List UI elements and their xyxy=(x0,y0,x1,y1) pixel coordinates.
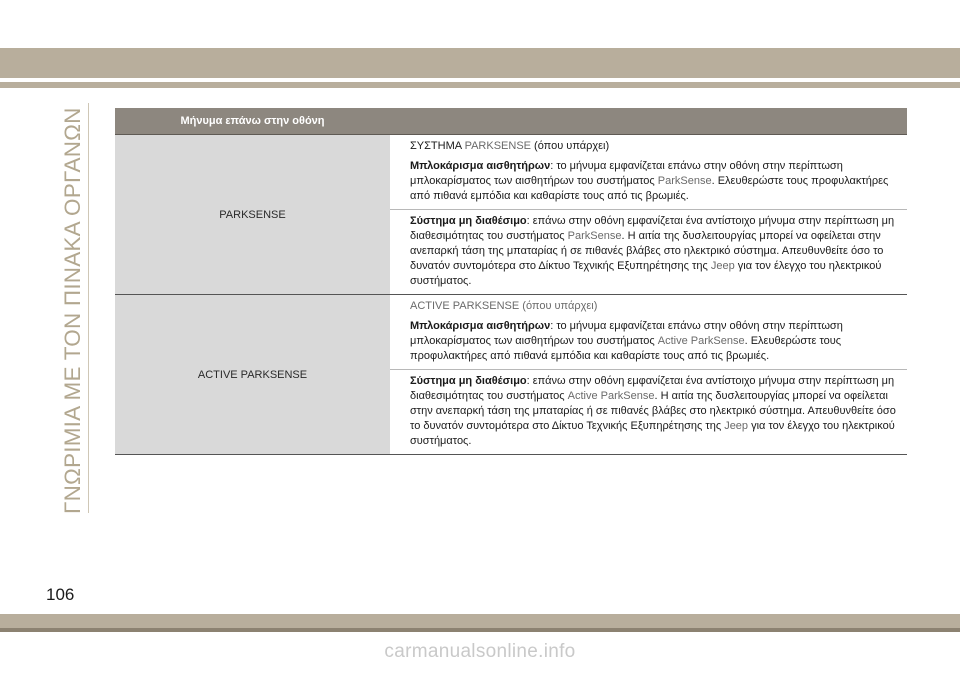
system-title xyxy=(410,299,899,314)
brand-name: ParkSense xyxy=(657,175,712,187)
page-number: 106 xyxy=(46,585,75,604)
group-label: ACTIVE PARKSENSE xyxy=(115,295,390,454)
message-paragraph xyxy=(410,159,899,204)
message-text: . Ελευθερώστε τους προφυλακτήρες από πιθανά εμπόδια και καθαρίστε τους από τις βρωμιές. xyxy=(410,175,889,202)
brand-name: ParkSense xyxy=(567,230,622,242)
brand-name: Jeep xyxy=(724,420,749,432)
message-text: . Ελευθερώστε τους προφυλακτήρες από πιθανά εμπόδια και καθαρίστε τους από τις βρωμιές. xyxy=(410,335,842,362)
system-name: PARKSENSE xyxy=(464,140,531,152)
table-header-empty xyxy=(390,108,907,134)
message-paragraph xyxy=(410,319,899,364)
group-cells xyxy=(390,295,907,454)
table-header-label: Μήνυμα επάνω στην οθόνη xyxy=(180,115,325,127)
table-cell xyxy=(390,209,907,294)
system-title xyxy=(410,139,899,154)
message-lead: Σύστημα μη διαθέσιμο xyxy=(410,375,527,387)
message-text: . Η αιτία της δυσλειτουργίας μπορεί να οφείλεται στην ανεπαρκή τάση της μπαταρίας ή σε πιθανές βλάβες στο ηλεκτρικό σύστημα. Απευθυνθείτε όσο το δυνατόν συντομότερα στο Δίκτυο Τεχνικής Εξυπηρέτησης της xyxy=(410,230,884,272)
system-suffix: (όπου υπάρχει) xyxy=(531,140,610,152)
system-prefix: ΣΥΣΤΗΜΑ xyxy=(410,140,465,152)
message-paragraph xyxy=(410,214,899,289)
table-group-active-parksense xyxy=(115,295,907,455)
message-lead: Μπλοκάρισμα αισθητήρων xyxy=(410,160,551,172)
top-decorative-band xyxy=(0,48,960,78)
site-watermark: carmanualsonline.info xyxy=(384,641,576,662)
group-cells xyxy=(390,135,907,294)
message-text: : επάνω στην οθόνη εμφανίζεται ένα αντίστοιχο μήνυμα στην περίπτωση μη διαθεσιμότητας του συστήματος xyxy=(410,215,895,242)
message-text: : επάνω στην οθόνη εμφανίζεται ένα αντίστοιχο μήνυμα στην περίπτωση μη διαθεσιμότητας του συστήματος xyxy=(410,375,895,402)
messages-table xyxy=(115,108,907,455)
top-decorative-stripe xyxy=(0,82,960,88)
brand-name: Jeep xyxy=(710,260,735,272)
message-text: για τον έλεγχο του ηλεκτρικού συστήματος. xyxy=(410,260,882,287)
side-divider-line xyxy=(88,103,89,513)
system-name: ACTIVE PARKSENSE xyxy=(410,300,520,312)
brand-name: Active ParkSense xyxy=(657,335,745,347)
message-lead: Σύστημα μη διαθέσιμο xyxy=(410,215,527,227)
table-cell xyxy=(390,369,907,454)
table-group-parksense xyxy=(115,135,907,295)
table-cell xyxy=(390,295,907,369)
system-suffix: (όπου υπάρχει) xyxy=(519,300,598,312)
message-text: . Η αιτία της δυσλειτουργίας μπορεί να οφείλεται στην ανεπαρκή τάση της μπαταρίας ή σε πιθανές βλάβες στο ηλεκτρικό σύστημα. Απευθυνθείτε όσο το δυνατόν συντομότερα στο Δίκτυο Τεχνικής Εξυπηρέτησης της xyxy=(410,390,896,432)
bottom-decorative-band xyxy=(0,614,960,628)
brand-name: Active ParkSense xyxy=(567,390,655,402)
message-lead: Μπλοκάρισμα αισθητήρων xyxy=(410,320,551,332)
group-label: PARKSENSE xyxy=(115,135,390,294)
table-header xyxy=(115,108,907,135)
message-text: : το μήνυμα εμφανίζεται επάνω στην οθόνη στην περίπτωση μπλοκαρίσματος των αισθητήρων του συστήματος xyxy=(410,320,843,347)
table-cell xyxy=(390,135,907,209)
message-text: για τον έλεγχο του ηλεκτρικού συστήματος. xyxy=(410,420,895,447)
bottom-decorative-stripe xyxy=(0,628,960,632)
message-paragraph xyxy=(410,374,899,449)
message-text: : το μήνυμα εμφανίζεται επάνω στην οθόνη στην περίπτωση μπλοκαρίσματος των αισθητήρων του συστήματος xyxy=(410,160,843,187)
